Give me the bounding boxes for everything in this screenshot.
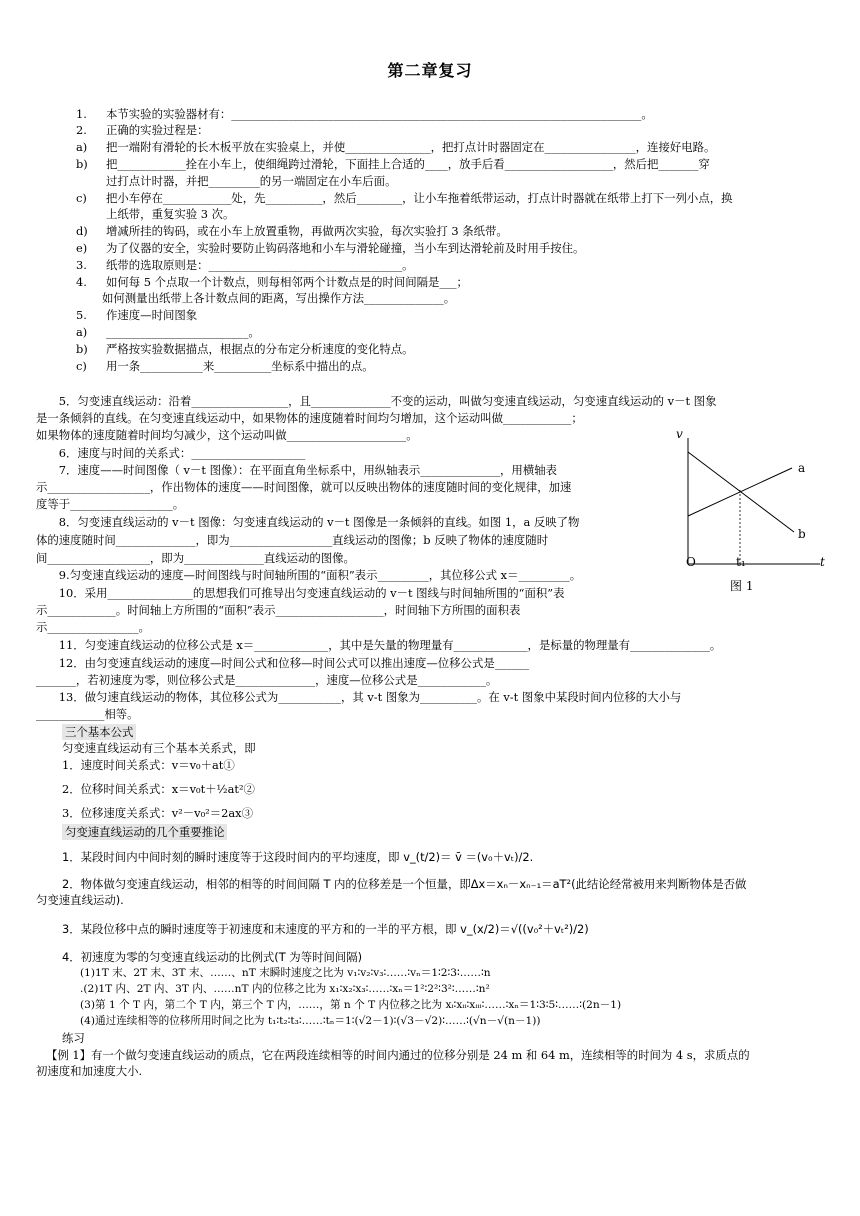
text-line: ____________相等。 (36, 707, 139, 721)
text-line: 11．匀变速直线运动的位移公式是 x＝_____________，其中是矢量的物理量有_____________，是标量的物理量有______________。 (36, 638, 722, 652)
inference-line: 2．物体做匀变速直线运动，相邻的相等的时间间隔 T 内的位移差是一个恒量，即Δx＝xₙ－xₙ₋₁＝aT²(此结论经常被用来判断物体是否做 (62, 877, 747, 891)
text-line: 10．采用_______________的思想我们可推导出匀变速直线运动的 v－t 图线与时间轴所围的“面积”表 (36, 586, 565, 600)
inference-line: 3．某段位移中点的瞬时速度等于初速度和末速度的平方和的一半的平方根，即 v_(x/2)＝√((v₀²＋vₜ²)/2) (62, 922, 589, 936)
text-line: 9.匀变速直线运动的速度—时间图线与时间轴所围的“面积”表示_________，其位移公式 x＝_________。 (36, 568, 582, 582)
example-question-cont: 初速度和加速度大小. (36, 1064, 143, 1078)
formula-line: 2．位移时间关系式：x＝v₀t＋½at²② (62, 782, 255, 796)
origin-label: O (686, 555, 696, 569)
line-b-label: b (798, 527, 806, 541)
inference-line: 1．某段时间内中间时刻的瞬时速度等于这段时间内的平均速度，即 v_(t/2)＝ v̄ ＝(v₀＋vₜ)/2. (62, 850, 534, 864)
formula-line: 3．位移速度关系式：v²－v₀²＝2ax③ (62, 806, 253, 820)
section-heading-inferences: 匀变速直线运动的几个重要推论 (62, 824, 227, 840)
inference-line: .(2)1T 内、2T 内、3T 内、……nT 内的位移之比为 x₁∶x₂∶x₃∶……∶xₙ＝1²∶2²∶3²∶……∶n² (80, 983, 490, 995)
text-line: 5．匀变速直线运动：沿着_________________，且______________不变的运动，叫做匀变速直线运动，匀变速直线运动的 v－t 图象 (36, 394, 717, 408)
page-title: 第二章复习 (387, 61, 473, 80)
inference-line: (4)通过连续相等的位移所用时间之比为 t₁∶t₂∶t₃∶……∶tₙ＝1∶(√2－1)∶(√3－√2)∶……∶(√n－√(n－1)) (80, 1015, 541, 1027)
text-line: 示____________。时间轴上方所围的“面积”表示___________________，时间轴下方所围的面积表 (36, 603, 521, 617)
inference-line: (1)1T 末、2T 末、3T 末、……、nT 末瞬时速度之比为 v₁∶v₂∶v₃∶……∶vₙ＝1∶2∶3∶……∶n (80, 967, 491, 979)
v-axis-label: v (676, 427, 683, 441)
inference-line: (3)第 1 个 T 内，第二个 T 内，第三个 T 内，……，第 n 个 T 内位移之比为 xᵢ∶xᵢᵢ∶xᵢᵢᵢ∶……∶xₙ＝1∶3∶5∶……∶(2n－1) (80, 999, 622, 1011)
text-line: 体的速度随时间______________，即为__________________直线运动的图像；b 反映了物体的速度随时 (36, 533, 549, 547)
text-line: 6．速度与时间的关系式：____________________ (36, 446, 306, 460)
text-line: 是一条倾斜的直线。在匀变速直线运动中，如果物体的速度随着时间均匀增加，这个运动叫做____________； (36, 411, 583, 425)
document-page: 第二章复习 1. 本节实验的实验器材有：________________________________________________________________________。 2. 正确的实验过程是： a) 把一端附有滑轮的长木板平放在实验桌上，并使_______________，把打点计时器固定在________________，连接好电路。 b) 把____________拴在小车上，使细绳跨过滑轮，下面挂上合适的____，放手后看___________________，然后把_______穿 过打点计时器，并把_________的另一端固定在小车后面。 c) 把小车停在____________处，先__________，然后________，让小车拖着纸带运动，打点计时器就在纸带上打下一列小点，换 上纸带，重复实验 3 次。 d) 增减所挂的钩码，或在小车上放置重物，再做两次实验，每次实验打 3 条纸带。 e) 为了仪器的安全，实验时要防止钩码落地和小车与滑轮碰撞，当小车到达滑轮前及时用手按住。 3. 纸带的选取原则是：__________________________________。 4. 如何每 5 个点取一个计数点，则每相邻两个计数点是的时间间隔是___； 如何测量出纸带上各计数点间的距离，写出操作方法______________。 5. 作速度—时间图象 a) _________________________。 b) 严格按实验数据描点，根据点的分布定分析速度的变化特点。 c) 用一条___________来__________坐标系中描出的点。 5．匀变速直线运动：沿着_________________，且______________不变的运动，叫做匀变速直线运动，匀变速直线运动的 v－t 图象 是一条倾斜的直线。在匀变速直线运动中，如果物体的速度随着时间均匀增加，这个运动叫做____________； 如果物体的速度随着时间均匀减少，这个运动叫做_____________________。 6．速度与时间的关系式：____________________ 7．速度——时间图像（ v－t 图像）：在平面直角坐标系中，用纵轴表示______________，用横轴表 示__________________，作出物体的速度——时间图像，就可以反映出物体的速度随时间的变化规律，加速 度等于__________________。 8．匀变速直线运动的 v－t 图像：匀变速直线运动的 v－t 图像是一条倾斜的直线。如图 1，a 反映了物 体的速度随时间______________，即为__________________直线运动的图像；b 反映了物体的速度随时 间__________________，即为______________直线运动的图像。 9.匀变速直线运动的速度—时间图线与时间轴所围的“面积”表示_________，其位移公式 x＝_________。 10．采用_______________的思想我们可推导出匀变速直线运动的 v－t 图线与时间轴所围的“面积”表 示____________。时间轴上方所围的“面积”表示___________________，时间轴下方所围的面积表 示________________。 11．匀变速直线运动的位移公式是 x＝_____________，其中是矢量的物理量有_____________，是标量的物理量有______________。 12．由匀变速直线运动的速度—时间公式和位移—时间公式可以推出速度—位移公式是______ _______，若初速度为零，则位移公式是______________，速度—位移公式是____________。 13．做匀速直线运动的物体，其位移公式为___________，其 v-t 图象为__________。在 v-t 图象中某段时间内位移的大小与 ____________相等。 v t O t₁ a b 图 1 三个基本公式 匀变速直线运动有三个基本关系式，即 1．速度时间关系式：v＝v₀＋at① 2．位移时间关系式：x＝v₀t＋½at²② 3．位移速度关系式：v²－v₀²＝2ax③ 匀变速直线运动的几个重要推论 1．某段时间内中间时刻的瞬时速度等于这段时间内的平均速度，即 v_(t/2)＝ v̄ ＝(v₀＋vₜ)/2. 2．物体做匀变速直线运动，相邻的相等的时间间隔 T 内的位移差是一个恒量，即Δx＝xₙ－xₙ₋₁＝aT²(此结论经常被用来判断物体是否做 匀变速直线运动). 3．某段位移中点的瞬时速度等于初速度和末速度的平方和的一半的平方根，即 v_(x/2)＝√((v₀²＋vₜ²)/2) 4．初速度为零的匀变速直线运动的比例式(T 为等时间间隔) (1)1T 末、2T 末、3T 末、……、nT 末瞬时速度之比为 v₁∶v₂∶v₃∶……∶vₙ＝1∶2∶3∶……∶n .(2)1T 内、2T 内、3T 内、……nT 内的位移之比为 x₁∶x₂∶x₃∶……∶xₙ＝1²∶2²∶3²∶……∶n² (3)第 1 个 T 内，第二个 T 内，第三个 T 内，……，第 n 个 T 内位移之比为 xᵢ∶xᵢᵢ∶xᵢᵢᵢ∶……∶xₙ＝1∶3∶5∶……∶(2n－1) (4)通过连续相等的位移所用时间之比为 t₁∶t₂∶t₃∶……∶tₙ＝1∶(√2－1)∶(√3－√2)∶……∶(√n－√(n－1)) 练习 【例 1】有一个做匀变速直线运动的质点，它在两段连续相等的时间内通过的位移分别是 24 m 和 64 m，连续相等的时间为 4 s，求质点的 初速度和加速度大小. (0, 0, 860, 1216)
text-line: 示__________________，作出物体的速度——时间图像，就可以反映出物体的速度随时间的变化规律，加速 (36, 480, 572, 494)
text-line: 间__________________，即为______________直线运动的图像。 (36, 551, 355, 565)
text-line: 7．速度——时间图像（ v－t 图像）：在平面直角坐标系中，用纵轴表示______________，用横轴表 (36, 463, 557, 477)
text-line: _______，若初速度为零，则位移公式是______________，速度—位移公式是____________。 (36, 673, 498, 687)
practice-label: 练习 (62, 1031, 85, 1045)
example-question: 【例 1】有一个做匀变速直线运动的质点，它在两段连续相等的时间内通过的位移分别是 24 m 和 64 m，连续相等的时间为 4 s，求质点的 (46, 1048, 750, 1062)
text-line: 匀变速直线运动有三个基本关系式，即 (62, 741, 256, 755)
text-line: 12．由匀变速直线运动的速度—时间公式和位移—时间公式可以推出速度—位移公式是______ (36, 656, 529, 670)
line-a-label: a (798, 461, 806, 475)
figure-caption: 图 1 (730, 579, 754, 593)
vt-graph-figure (672, 424, 832, 596)
formula-line: 1．速度时间关系式：v＝v₀＋at① (62, 758, 235, 772)
text-line: 度等于__________________。 (36, 497, 185, 511)
t-axis-label: t (820, 555, 825, 569)
text-line: 13．做匀速直线运动的物体，其位移公式为___________，其 v-t 图象为__________。在 v-t 图象中某段时间内位移的大小与 (36, 690, 682, 704)
inference-line: 匀变速直线运动). (36, 893, 124, 907)
section-heading-basic-formulas: 三个基本公式 (62, 724, 136, 740)
t1-label: t₁ (736, 555, 746, 569)
inference-line: 4．初速度为零的匀变速直线运动的比例式(T 为等时间间隔) (62, 950, 363, 964)
text-line: 示________________。 (36, 620, 150, 634)
text-line: 8．匀变速直线运动的 v－t 图像：匀变速直线运动的 v－t 图像是一条倾斜的直线。如图 1，a 反映了物 (36, 515, 580, 529)
text-line: 如果物体的速度随着时间均匀减少，这个运动叫做_____________________。 (36, 428, 418, 442)
